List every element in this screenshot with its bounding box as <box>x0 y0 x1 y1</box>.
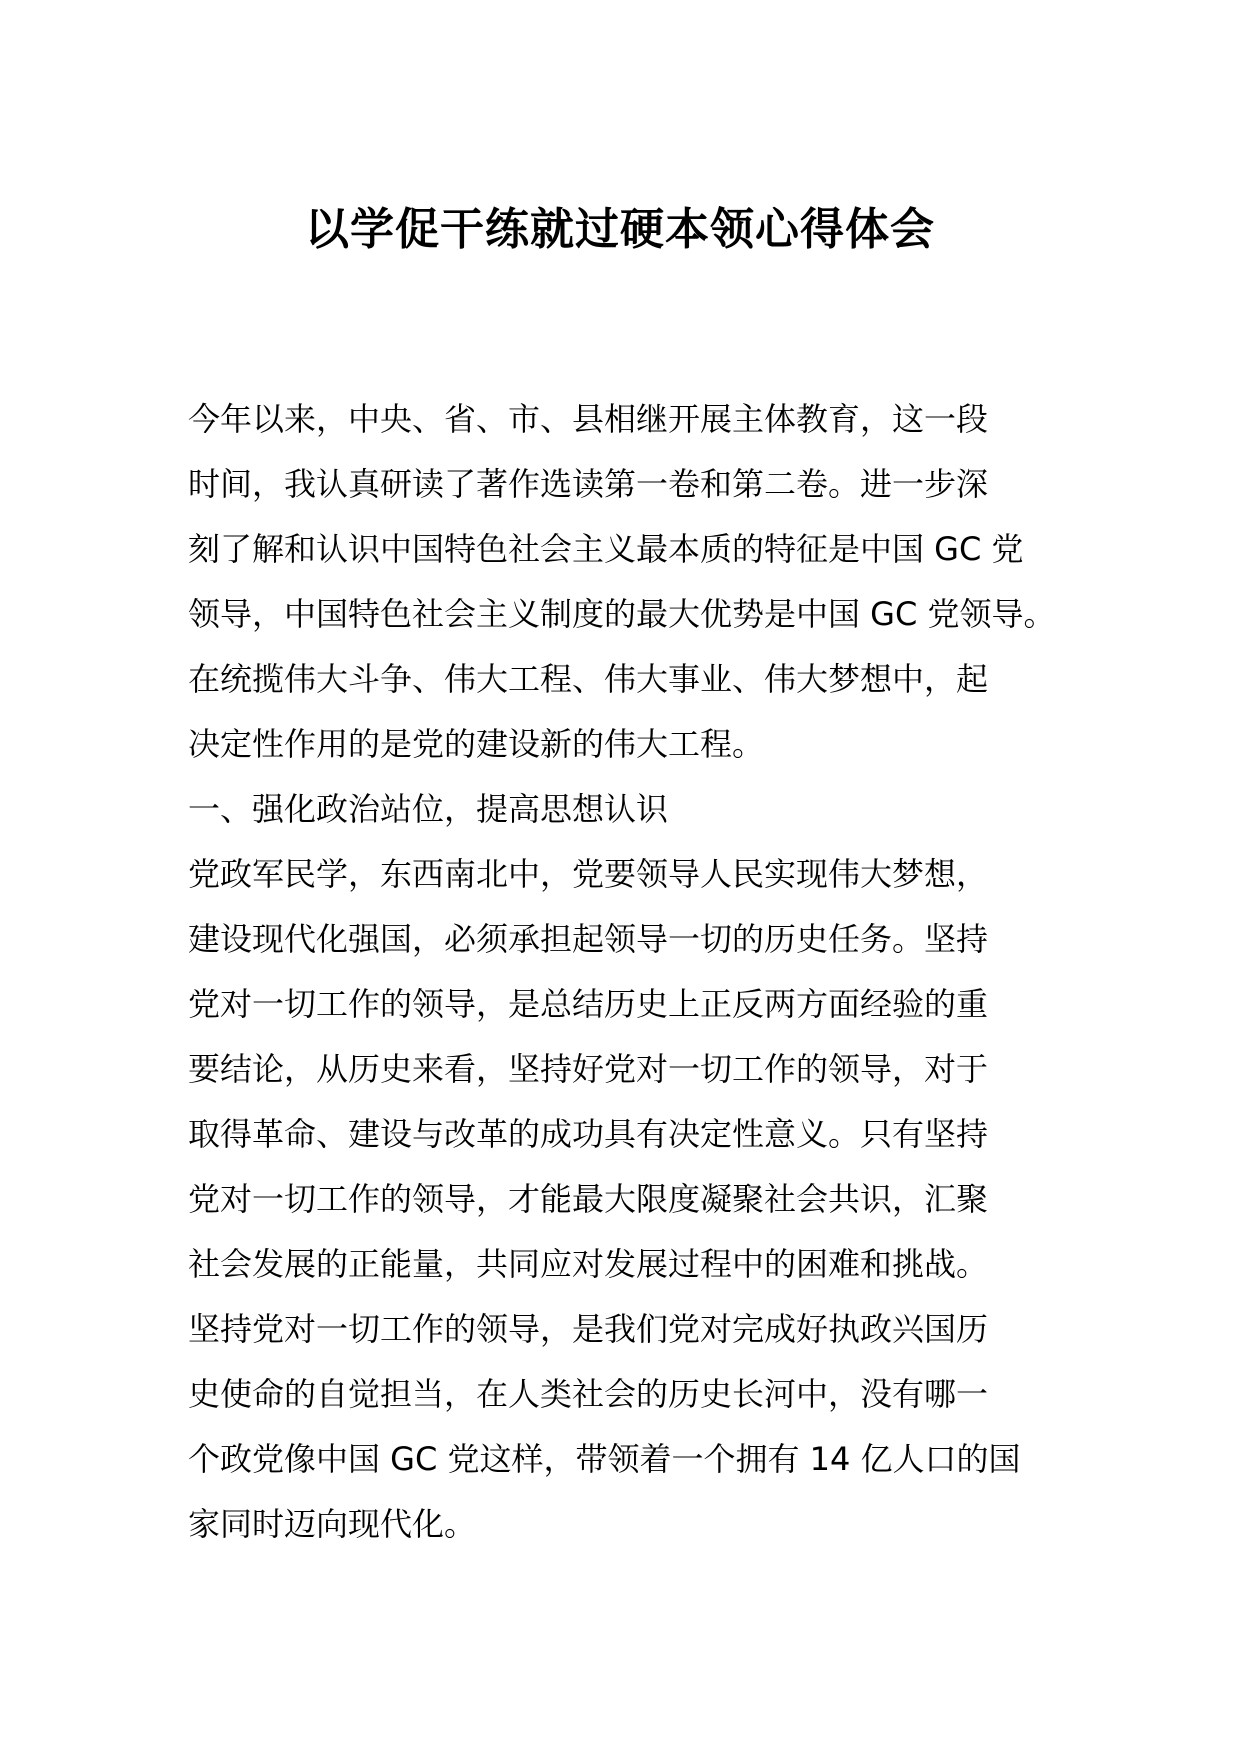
body-line: 决定性作用的是党的建设新的伟大工程。 <box>188 725 765 763</box>
body-line: 建设现代化强国，必须承担起领导一切的历史任务。坚持 <box>188 920 989 958</box>
body-line: 时间，我认真研读了著作选读第一卷和第二卷。进一步深 <box>188 465 989 503</box>
body-line: 今年以来，中央、省、市、县相继开展主体教育，这一段 <box>188 400 989 438</box>
body-line: 个政党像中国 GC 党这样，带领着一个拥有 14 亿人口的国 <box>188 1440 1021 1478</box>
body-line: 取得革命、建设与改革的成功具有决定性意义。只有坚持 <box>188 1115 989 1153</box>
body-line: 家同时迈向现代化。 <box>188 1505 477 1543</box>
body-line: 党政军民学，东西南北中，党要领导人民实现伟大梦想， <box>188 855 989 893</box>
body-line: 史使命的自觉担当，在人类社会的历史长河中，没有哪一 <box>188 1375 989 1413</box>
body-line: 在统揽伟大斗争、伟大工程、伟大事业、伟大梦想中，起 <box>188 660 989 698</box>
document-title: 以学促干练就过硬本领心得体会 <box>305 204 935 255</box>
body-line: 要结论，从历史来看，坚持好党对一切工作的领导，对于 <box>188 1050 989 1088</box>
section-heading: 一、强化政治站位，提高思想认识 <box>188 790 669 828</box>
body-line: 社会发展的正能量，共同应对发展过程中的困难和挑战。 <box>188 1245 989 1283</box>
body-line: 坚持党对一切工作的领导，是我们党对完成好执政兴国历 <box>188 1310 989 1348</box>
body-line: 刻了解和认识中国特色社会主义最本质的特征是中国 GC 党 <box>188 530 1024 568</box>
body-line: 党对一切工作的领导，才能最大限度凝聚社会共识，汇聚 <box>188 1180 989 1218</box>
document-body <box>188 387 1068 1557</box>
body-line: 党对一切工作的领导，是总结历史上正反两方面经验的重 <box>188 985 989 1023</box>
body-line: 领导，中国特色社会主义制度的最大优势是中国 GC 党领导。 <box>188 595 1056 633</box>
